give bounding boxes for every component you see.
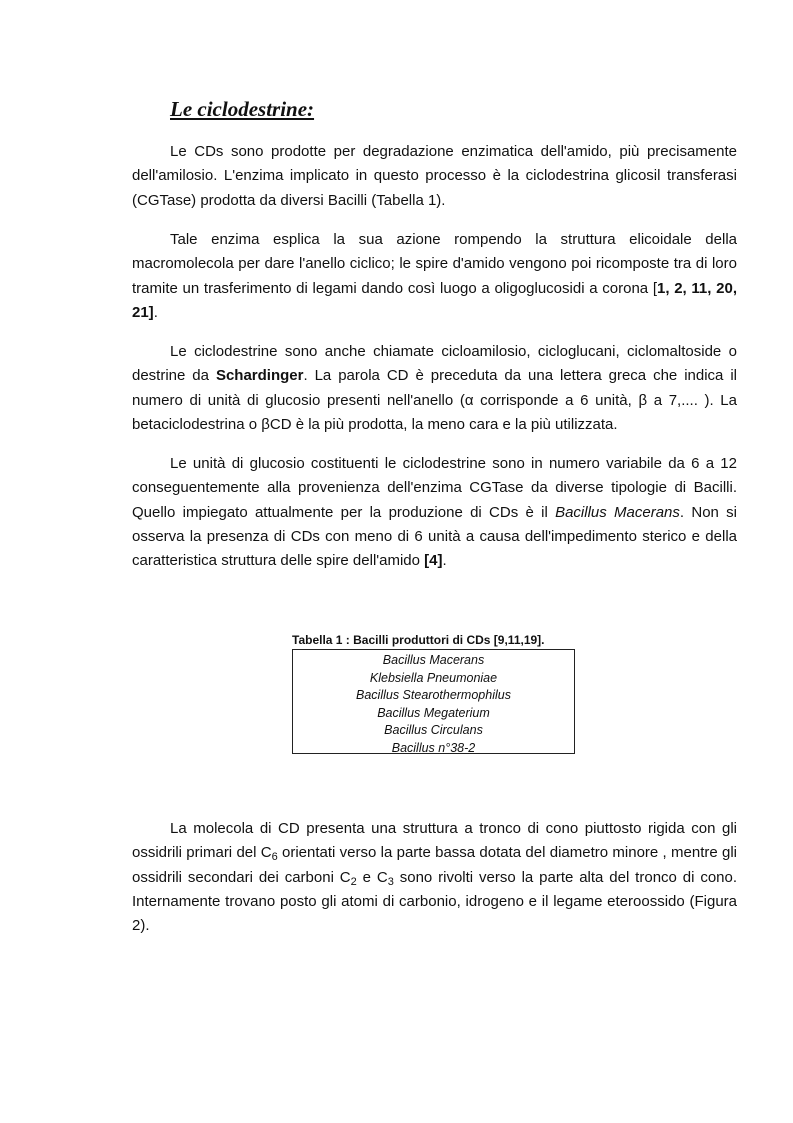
paragraph-3-bold-name: Schardinger [215,367,304,385]
paragraph-2-end: . [153,303,158,321]
paragraph-4-text-b: . Non si osserva la presenza di CDs con meno di 6 unità a causa dell'impedimento sterico e della caratteristica struttura delle spire dell'amido [132,503,737,570]
paragraph-2-ref-open: [ [652,279,657,297]
paragraph-5-text-c: e C [356,868,388,886]
paragraph-2 [132,228,737,325]
paragraph-5-text-a: La molecola di CD presenta una struttura a tronco di cono piuttosto rigida con gli ossidrili primari del C [132,820,737,862]
paragraph-4-end: . [442,552,447,570]
paragraph-4-italic-species: Bacillus Macerans [555,503,680,521]
paragraph-5 [132,817,737,938]
table-row: Bacillus n°38-2 [391,740,476,755]
section-heading: Le ciclodestrine: [170,97,315,121]
paragraph-3-text-b: . La parola CD è preceduta da una lettera greca che indica il numero di unità di glucosio presenti nell'anello (α corrisponde a 6 unità, β a 7,.... ). La betaciclodestrina o βCD è la più prodotta, la meno cara e la più utilizzata. [132,367,737,433]
paragraph-3-text-a: Le ciclodestrine sono anche chiamate cicloamilosio, cicloglucani, ciclomaltoside o destrine da [132,343,737,385]
table-caption: Tabella 1 : Bacilli produttori di CDs [9,11,19]. [292,633,545,647]
paragraph-1-text: Le CDs sono prodotte per degradazione enzimatica dell'amido, più precisamente dell'amilosio. L'enzima implicato in questo processo è la ciclodestrina glicosil transferasi (CGTase) prodotta da diversi Bacilli (Tabella 1). [132,143,737,209]
paragraph-2-references: 1, 2, 11, 20, 21] [132,279,737,321]
paragraph-4 [132,452,737,573]
paragraph-5-text-d: sono rivolti verso la parte alta del tronco di cono. Internamente trovano posto gli atomi di carbonio, idrogeno e il legame eteroossido (Figura 2). [132,868,738,935]
subscript-3: 3 [387,875,394,888]
bacilli-table [292,649,575,754]
table-row: Bacillus Stearothermophilus [356,688,511,702]
paragraph-1 [132,140,737,213]
table-row: Bacillus Megaterium [377,705,490,720]
paragraph-3 [132,340,737,437]
paragraph-4-text-a: Le unità di glucosio costituenti le ciclodestrine sono in numero variabile da 6 a 12 conseguentemente alla provenienza dell'enzima CGTase da diverse tipologie di Bacilli. Quello impiegato attualmente per la produzione di CDs è il [132,455,737,521]
table-row: Bacillus Macerans [382,653,485,667]
table-row: Klebsiella Pneumoniae [369,670,498,685]
subscript-2: 2 [350,875,357,888]
paragraph-4-reference: [4] [424,552,443,570]
paragraph-2-text: Tale enzima esplica la sua azione rompendo la struttura elicoidale della macromolecola per dare l'anello ciclico; le spire d'amido vengono poi ricomposte tra di loro tramite un trasferimento di legami dando così luogo a oligoglucosidi a corona [132,231,737,297]
table-row: Bacillus Circulans [384,723,483,737]
paragraph-5-text-b: orientati verso la parte bassa dotata del diametro minore , mentre gli ossidrili secondari dei carboni C [132,844,738,886]
subscript-6: 6 [271,851,278,864]
